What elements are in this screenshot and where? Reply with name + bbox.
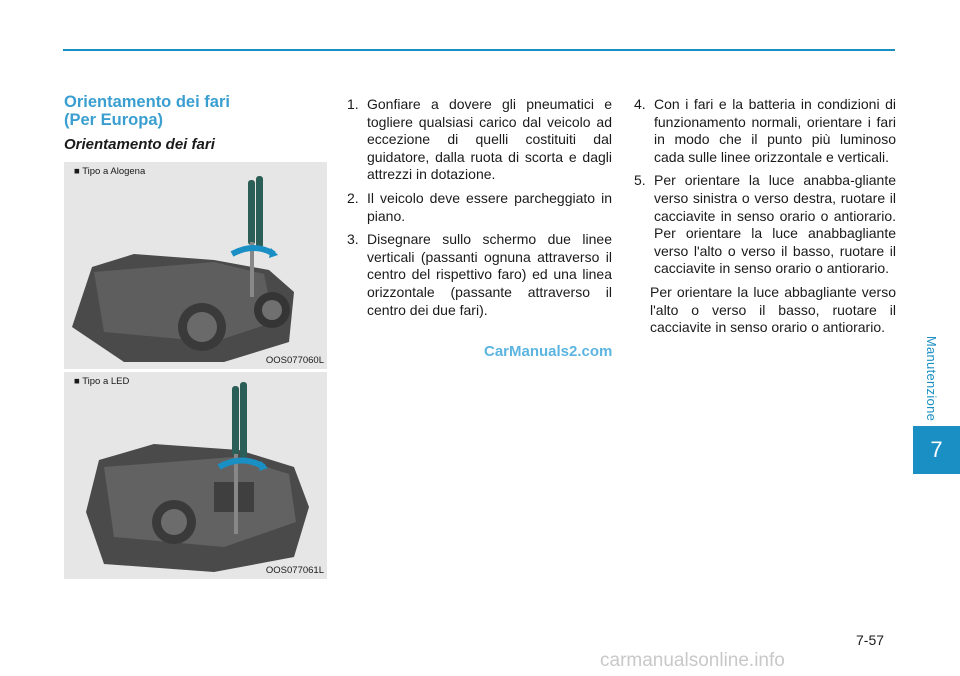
- figure-label: ■ Tipo a LED: [74, 376, 130, 387]
- step-item: 5. Per orientare la luce anabba-gliante verso sinistra o verso destra, ruotare il cacciavite in senso orario o antiorario. Per orientare la luce anabbagliante verso l'alto o verso il basso, ruotare il cacciavite in senso orario o antiorario.: [634, 172, 896, 277]
- subsection-title: Orientamento dei fari: [64, 136, 215, 153]
- page-number: 7-57: [856, 632, 885, 648]
- figure-led-headlamp: [64, 372, 327, 579]
- figure-halogen-headlamp: [64, 162, 327, 369]
- chapter-number-tab: 7: [913, 426, 960, 474]
- instructions-column-middle: [347, 96, 612, 325]
- watermark-link[interactable]: CarManuals2.com: [484, 343, 613, 360]
- step-item: 2. Il veicolo deve essere parcheggiato in piano.: [347, 189, 612, 224]
- high-beam-note: Per orientare la luce abbagliante verso l'alto o verso il basso, ruotare il cacciavite in senso orario o antiorario.: [650, 283, 896, 336]
- figure-code: OOS077060L: [265, 355, 324, 366]
- footer-watermark: carmanualsonline.info: [600, 650, 785, 671]
- figure-code: OOS077061L: [265, 565, 324, 576]
- chapter-side-label: Manutenzione: [924, 335, 940, 421]
- section-title: Orientamento dei fari (Per Europa): [64, 93, 230, 129]
- instructions-column-right: [634, 96, 896, 337]
- figure-label: ■ Tipo a Alogena: [74, 166, 146, 177]
- step-item: 3. Disegnare sullo schermo due linee verticali (passanti ognuna attraverso il centro del rispettivo faro) ed una linea orizzontale (passante attraverso il centro dei due fari).: [347, 231, 612, 318]
- top-rule: [63, 49, 895, 51]
- step-item: 4. Con i fari e la batteria in condizioni di funzionamento normali, orientare i fari in modo che il punto più luminoso cada sulle linee orizzontale e verticali.: [634, 96, 896, 165]
- step-item: 1. Gonfiare a dovere gli pneumatici e togliere qualsiasi carico dal veicolo ad eccezione di quelli costituiti dal guidatore, dalla ruota di scorta e dagli attrezzi in dotazione.: [347, 96, 612, 183]
- headlamp-illustration-halogen: [64, 162, 327, 369]
- headlamp-illustration-led: [64, 372, 327, 579]
